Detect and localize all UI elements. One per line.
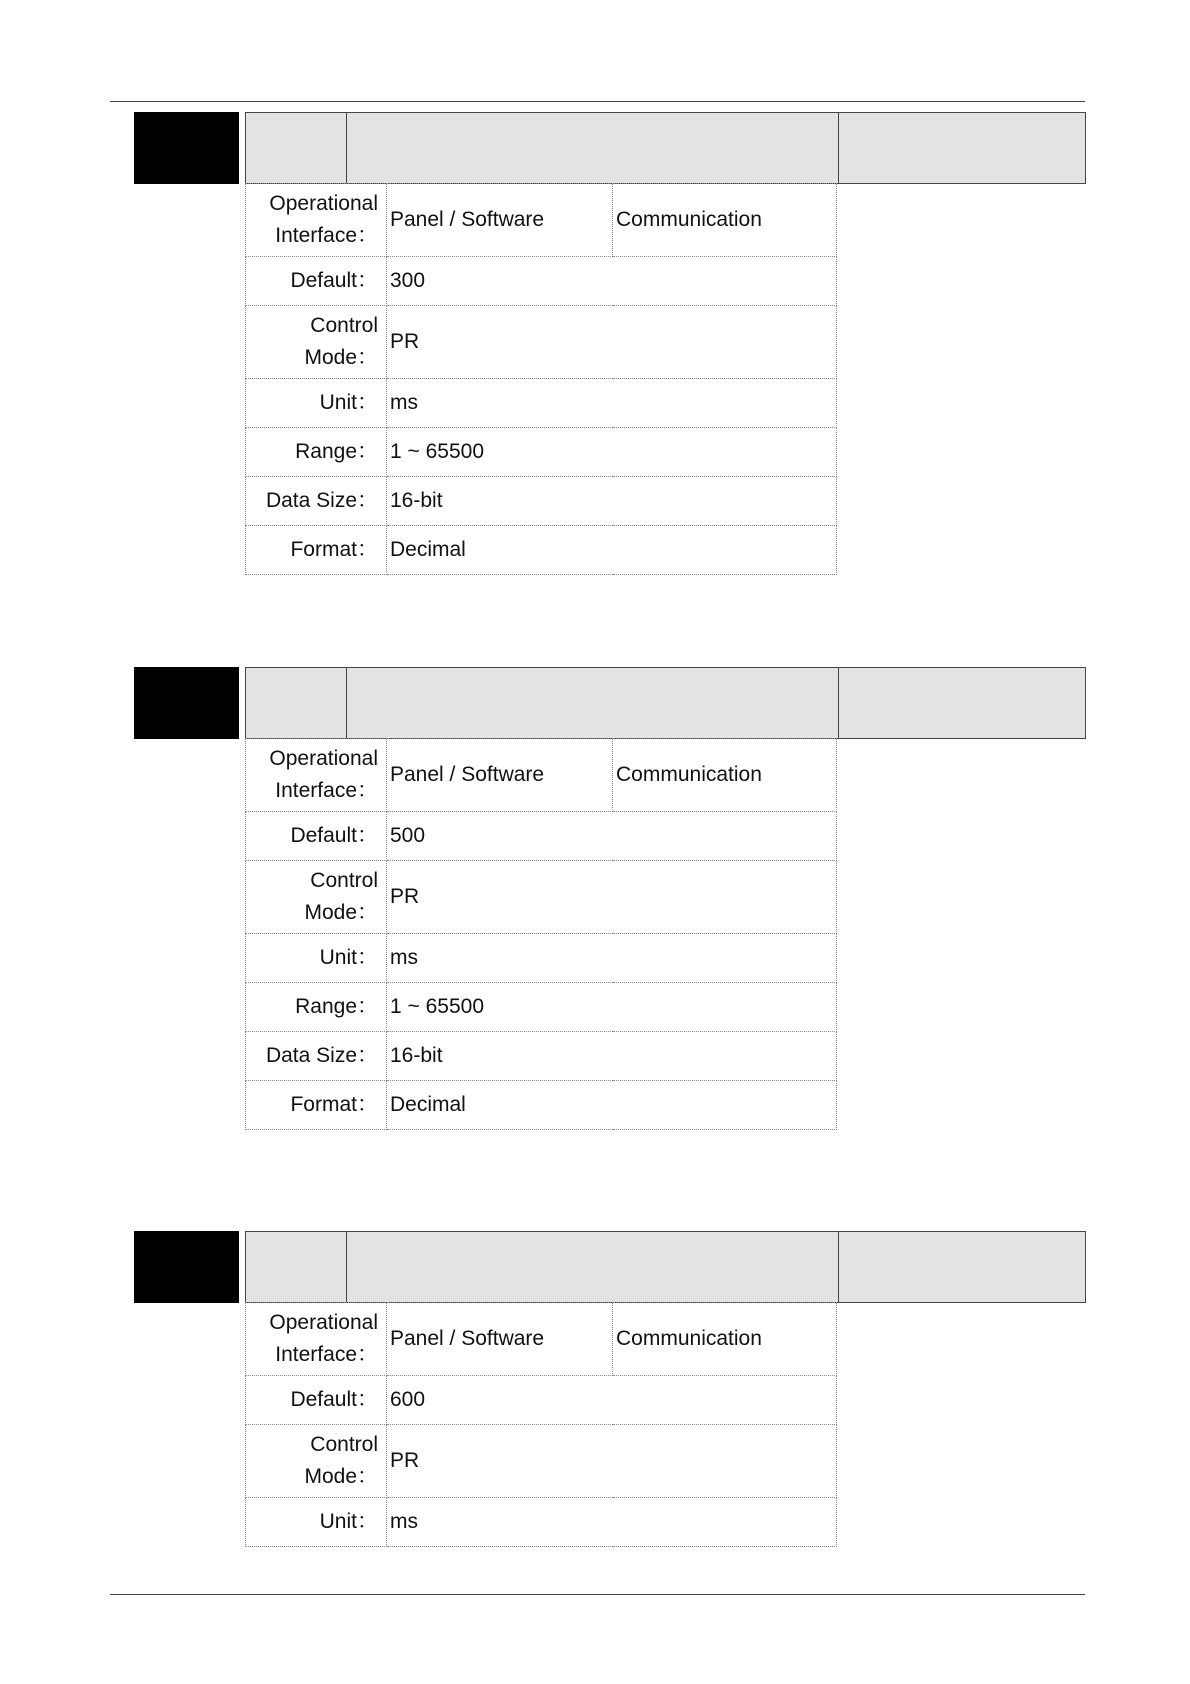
default-label: Default：: [246, 1376, 387, 1425]
range-value: 1 ~ 65500: [387, 428, 837, 477]
control-mode-label: Control Mode：: [246, 1425, 387, 1498]
parameter-code-tab: [134, 667, 239, 739]
unit-label: Unit：: [246, 1498, 387, 1547]
parameter-header-bar: [245, 667, 1086, 739]
data-size-row: [246, 477, 837, 526]
control-mode-value: PR: [387, 861, 837, 934]
data-size-value: 16-bit: [387, 1032, 837, 1081]
parameter-info-table: [245, 183, 837, 575]
unit-value: ms: [387, 934, 837, 983]
format-label: Format：: [246, 526, 387, 575]
format-value: Decimal: [387, 1081, 837, 1130]
format-value: Decimal: [387, 526, 837, 575]
header-rule: [110, 101, 1085, 102]
default-label: Default：: [246, 812, 387, 861]
default-value: 600: [387, 1376, 837, 1425]
control-mode-row: [246, 306, 837, 379]
range-value: 1 ~ 65500: [387, 983, 837, 1032]
parameter-header-bar: [245, 112, 1086, 184]
operational-interface-row: [246, 1303, 837, 1376]
parameter-info-table: [245, 738, 837, 1130]
default-row: [246, 812, 837, 861]
unit-row: [246, 379, 837, 428]
control-mode-value: PR: [387, 306, 837, 379]
range-label: Range：: [246, 428, 387, 477]
unit-label: Unit：: [246, 379, 387, 428]
format-label: Format：: [246, 1081, 387, 1130]
interface-panel-value: Panel / Software: [387, 739, 613, 812]
footer-rule: [110, 1594, 1085, 1595]
data-size-value: 16-bit: [387, 477, 837, 526]
control-mode-row: [246, 861, 837, 934]
default-row: [246, 1376, 837, 1425]
parameter-info-table: [245, 1302, 837, 1547]
interface-panel-value: Panel / Software: [387, 184, 613, 257]
range-label: Range：: [246, 983, 387, 1032]
unit-label: Unit：: [246, 934, 387, 983]
range-row: [246, 983, 837, 1032]
interface-panel-value: Panel / Software: [387, 1303, 613, 1376]
range-row: [246, 428, 837, 477]
parameter-header-bar: [245, 1231, 1086, 1303]
default-row: [246, 257, 837, 306]
unit-value: ms: [387, 1498, 837, 1547]
control-mode-label: Control Mode：: [246, 861, 387, 934]
data-size-row: [246, 1032, 837, 1081]
data-size-label: Data Size：: [246, 477, 387, 526]
operational-interface-label: Operational Interface：: [246, 739, 387, 812]
interface-comm-value: Communication: [613, 184, 837, 257]
data-size-label: Data Size：: [246, 1032, 387, 1081]
parameter-code-tab: [134, 1231, 239, 1303]
operational-interface-label: Operational Interface：: [246, 184, 387, 257]
unit-row: [246, 1498, 837, 1547]
default-value: 500: [387, 812, 837, 861]
operational-interface-label: Operational Interface：: [246, 1303, 387, 1376]
format-row: [246, 1081, 837, 1130]
control-mode-value: PR: [387, 1425, 837, 1498]
control-mode-label: Control Mode：: [246, 306, 387, 379]
default-label: Default：: [246, 257, 387, 306]
control-mode-row: [246, 1425, 837, 1498]
operational-interface-row: [246, 739, 837, 812]
operational-interface-row: [246, 184, 837, 257]
unit-value: ms: [387, 379, 837, 428]
parameter-code-tab: [134, 112, 239, 184]
interface-comm-value: Communication: [613, 739, 837, 812]
unit-row: [246, 934, 837, 983]
format-row: [246, 526, 837, 575]
interface-comm-value: Communication: [613, 1303, 837, 1376]
default-value: 300: [387, 257, 837, 306]
